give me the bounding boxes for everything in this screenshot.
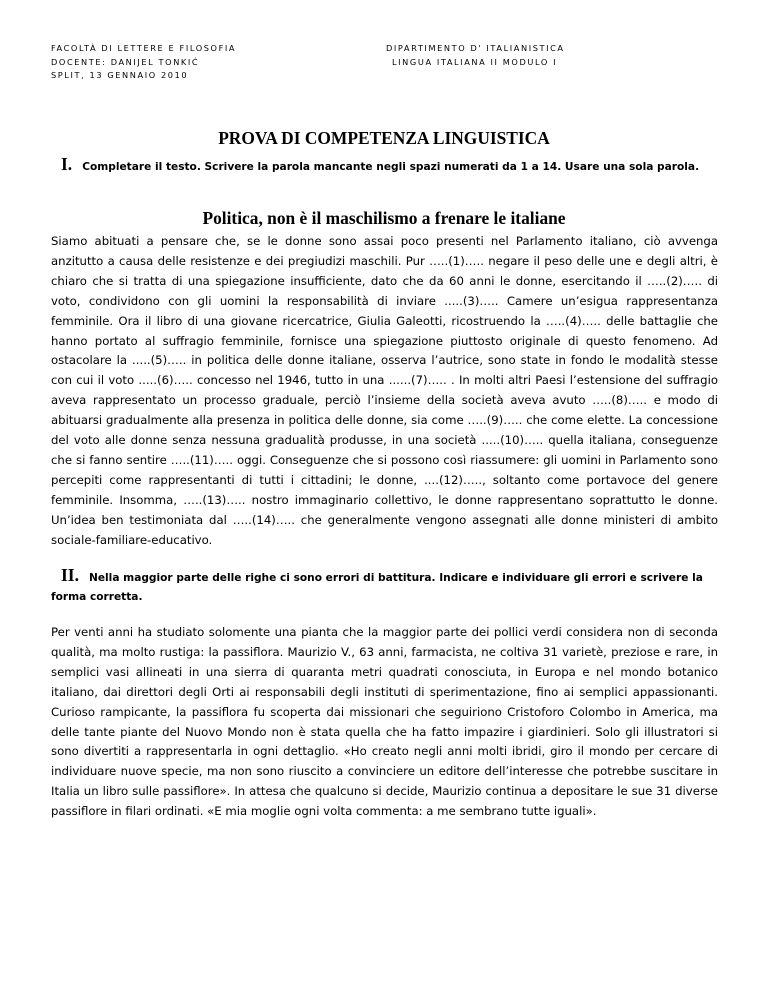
section-2-heading [51,566,718,607]
section-2-text: Per venti anni ha studiato solomente una pianta che la maggior parte dei pollici verdi considera non di seconda qualità, ma molto rustiga: la passiflora. Maurizio V., 63 anni, farmacista, ne coltiva 31 varietè, preziose e rare, in semplici vasi allineati in una sierra di quaranta metri quadrati conosciuta, in Europa e nel mondo botanico italiano, dai direttori degli Orti ai responsabili degli instituti di sperimentazione, fino ai semplici appassionanti. Curioso rampicante, la passiflora fu scoperta dai missionari che seguiriono Cristoforo Colombo in America, ma delle tante piante del Nuovo Mondo non è stata quella che ha fatto impazire i giardinieri. Solo gli illustratori si sono divertiti a rappresentarla in ogni dettaglio. «Ho creato negli anni molti ibridi, giro il mondo per cercare di individuare nuove specie, ma non sono riuscito a convinciere un editore dell’interesse che potrebbe suscitare in Italia un libro sulle passiflore». In attesa che qualcuno si decide, Maurizio continua a depositare le sue 31 diverse passiflore in filari ordinati. «E mia moglie ogni volta commenta: a me sembrano tutte iguali». [51,625,718,819]
header-left [51,42,236,83]
section-2-instruction: Nella maggior parte delle righe ci sono errori di battitura. Indicare e individuare gli errori e scrivere la forma corretta. [51,572,703,603]
article-title: Politica, non è il maschilismo a frenare le italiane [202,208,566,228]
section-2-numeral: II. [61,565,79,585]
section-2-instruction-block [51,566,718,607]
course-name: LINGUA ITALIANA II MODULO I [392,56,558,67]
page-title: PROVA DI COMPETENZA LINGUISTICA [218,128,550,148]
faculty-name: FACOLTÀ DI LETTERE E FILOSOFIA [51,43,237,53]
section-1-instruction-block [51,155,718,177]
section-1-heading [51,155,718,177]
section-1-instruction: Completare il testo. Scrivere la parola mancante negli spazi numerati da 1 a 14. Usare una sola parola. [82,161,700,173]
exam-date: SPLIT, 13 GENNAIO 2010 [51,70,189,80]
department-name: DIPARTIMENTO D' ITALIANISTICA [386,43,565,53]
teacher-name: DOCENTE: DANIJEL TONKIĆ [51,56,200,67]
section-1-numeral: I. [61,154,73,174]
section-1-text: Siamo abituati a pensare che, se le donne sono assai poco presenti nel Parlamento italiano, ciò avvenga anzitutto a causa delle resistenze e dei pregiudizi maschili. Pur …..(1)….. negare il peso delle une e degli altri, è chiaro che si tratta di una spiegazione insufficiente, dato che da 60 anni le donne, esercitando il …..(2)….. di voto, condividono con gli uomini la responsabilità di inviare .....(3)….. Camere un’esigua rappresentanza femminile. Ora il libro di una giovane ricercatrice, Giulia Galeotti, ricostruendo la …..(4)….. delle battaglie che hanno portato al suffragio femminile, fornisce una spiegazione piuttosto originale di questo fenomeno. Ad ostacolare la .....(5)….. in politica delle donne italiane, osserva l’autrice, sono state in fondo le modalità stesse con cui il voto .....(6)….. concesso nel 1946, tutto in una ......(7)….. . In molti altri Paesi l’estensione del suffragio aveva rappresentato un processo graduale, perciò l’insieme della società aveva avuto …..(8)….. e modo di abituarsi gradualmente alla presenza in politica delle donne, sia come …..(9)….. che come elette. La concessione del voto alle donne senza nessuna gradualità produsse, in una società .....(10)….. quella italiana, conseguenze che si fanno sentire …..(11)….. oggi. Conseguenze che si possono così riassumere: gli uomini in Parlamento sono percepiti come rappresentanti di tutti i cittadini; le donne, ....(12)….., soltanto come portavoce del genere femminile. Insomma, …..(13)….. nostro immaginario collettivo, le donne rappresentano soprattutto le donne. Un’idea ben testimoniata dal …..(14)….. che generalmente vengono assegnati alle donne ministeri di ambito sociale-familiare-educativo. [51,234,718,547]
header-right [386,42,565,69]
